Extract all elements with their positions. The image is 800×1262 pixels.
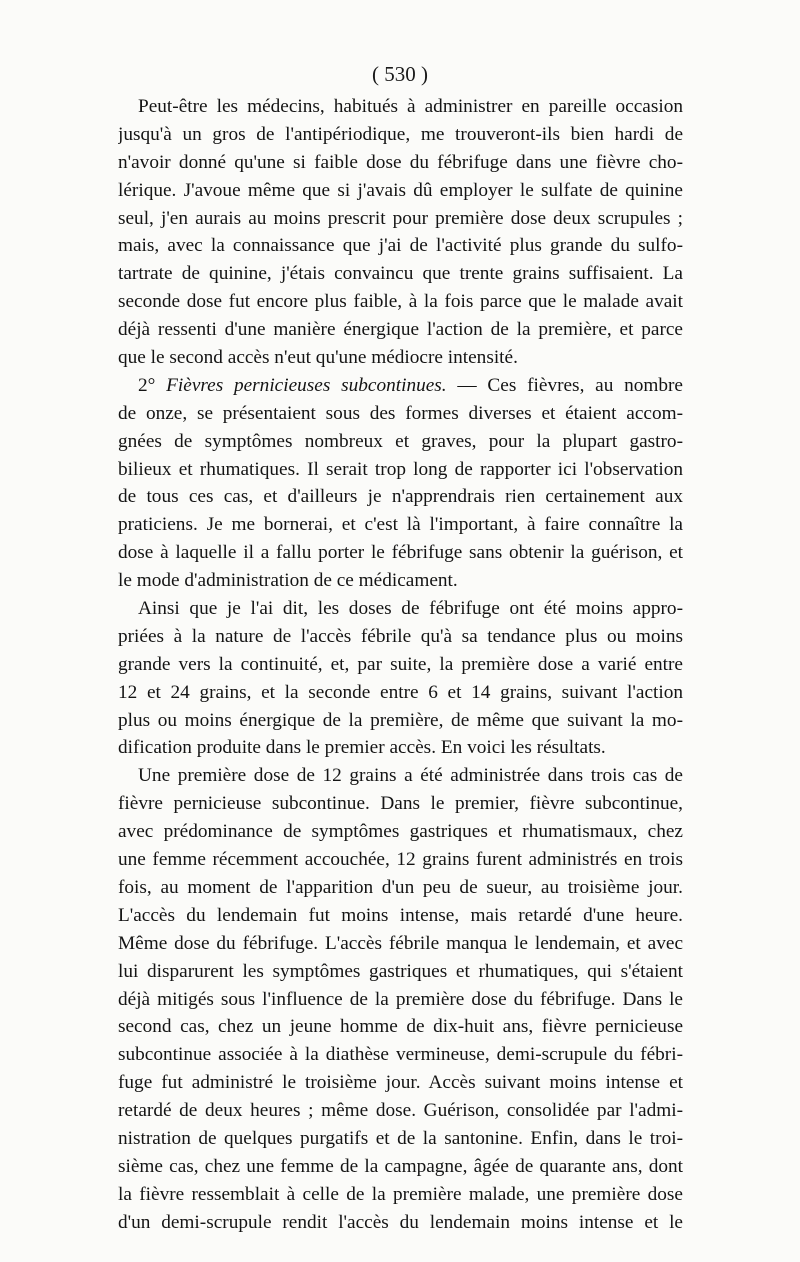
- paragraph-line: seul, j'en aurais au moins prescrit pour première dose deux scrupules ;: [118, 207, 683, 229]
- paragraph-line: tartrate de quinine, j'étais convaincu que trente grains suffisaient. La: [118, 263, 683, 285]
- paragraph-line: fuge fut administré le troisième jour. Accès suivant moins intense et: [118, 1072, 683, 1094]
- paragraph-line: d'un demi-scrupule rendit l'accès du lendemain moins intense et le: [118, 1211, 683, 1233]
- paragraph-line: fièvre pernicieuse subcontinue. Dans le premier, fièvre subcontinue,: [118, 793, 683, 815]
- paragraph-line: plus ou moins énergique de la première, de même que suivant la mo-: [118, 709, 683, 731]
- paragraph-line: gnées de symptômes nombreux et graves, pour la plupart gastro-: [118, 430, 683, 452]
- paragraph-line: fois, au moment de l'apparition d'un peu de sueur, au troisième jour.: [118, 876, 683, 898]
- section-heading-text: — Ces fièvres, au nombre: [457, 374, 683, 396]
- paragraph-line: nistration de quelques purgatifs et de la santonine. Enfin, dans le troi-: [118, 1127, 683, 1149]
- paragraph-line: second cas, chez un jeune homme de dix-huit ans, fièvre pernicieuse: [118, 1016, 683, 1038]
- paragraph-line: L'accès du lendemain fut moins intense, mais retardé d'une heure.: [118, 904, 683, 926]
- section-title: Fièvres pernicieuses subcontinues.: [166, 374, 447, 396]
- paragraph-line: que le second accès n'eut qu'une médiocre intensité.: [118, 347, 518, 369]
- paragraph-line: de tous ces cas, et d'ailleurs je n'apprendrais rien certainement aux: [118, 486, 683, 508]
- paragraph-line: subcontinue associée à la diathèse vermineuse, demi-scrupule du fébri-: [118, 1044, 683, 1066]
- paragraph-line: le mode d'administration de ce médicament.: [118, 570, 458, 592]
- paragraph-line: seconde dose fut encore plus faible, à la fois parce que le malade avait: [118, 291, 683, 313]
- page-number: ( 530 ): [372, 62, 428, 86]
- body-text: [118, 93, 683, 1237]
- paragraph-line: une femme récemment accouchée, 12 grains furent administrés en trois: [118, 849, 683, 871]
- paragraph-line: bilieux et rhumatiques. Il serait trop long de rapporter ici l'observation: [118, 458, 683, 480]
- section-heading-line: [118, 372, 683, 400]
- paragraph-line: lui disparurent les symptômes gastriques et rhumatiques, qui s'étaient: [118, 960, 683, 982]
- paragraph-line: de onze, se présentaient sous des formes diverses et étaient accom-: [118, 402, 683, 424]
- paragraph-line: déjà ressenti d'une manière énergique l'action de la première, et parce: [118, 319, 683, 341]
- paragraph-line: praticiens. Je me bornerai, et c'est là l'important, à faire connaître la: [118, 514, 683, 536]
- paragraph-line: 12 et 24 grains, et la seconde entre 6 et 14 grains, suivant l'action: [118, 681, 683, 703]
- paragraph-line: sième cas, chez une femme de la campagne, âgée de quarante ans, dont: [118, 1155, 683, 1177]
- paragraph-line: Une première dose de 12 grains a été administrée dans trois cas de: [138, 765, 683, 787]
- paragraph-line: avec prédominance de symptômes gastriques et rhumatismaux, chez: [118, 821, 683, 843]
- paragraph-line: la fièvre ressemblait à celle de la première malade, une première dose: [118, 1183, 683, 1205]
- paragraph-line: Même dose du fébrifuge. L'accès fébrile manqua le lendemain, et avec: [118, 932, 683, 954]
- paragraph-line: grande vers la continuité, et, par suite, la première dose a varié entre: [118, 653, 683, 675]
- paragraph-line: retardé de deux heures ; même dose. Guérison, consolidée par l'admi-: [118, 1100, 683, 1122]
- paragraph-line: mais, avec la connaissance que j'ai de l'activité plus grande du sulfo-: [118, 235, 683, 257]
- paragraph-line: déjà mitigés sous l'influence de la première dose du fébrifuge. Dans le: [118, 988, 683, 1010]
- paragraph-line: priées à la nature de l'accès fébrile qu'à sa tendance plus ou moins: [118, 625, 683, 647]
- paragraph-line: dification produite dans le premier accès. En voici les résultats.: [118, 737, 606, 759]
- paragraph-line: Ainsi que je l'ai dit, les doses de fébrifuge ont été moins appro-: [138, 598, 683, 620]
- paragraph-line: Peut-être les médecins, habitués à administrer en pareille occasion: [138, 96, 683, 117]
- paragraph-line: dose à laquelle il a fallu porter le fébrifuge sans obtenir la guérison, et: [118, 542, 683, 564]
- section-number: 2°: [138, 374, 156, 396]
- paragraph-line: n'avoir donné qu'une si faible dose du fébrifuge dans une fièvre cho-: [118, 151, 683, 173]
- paragraph-line: lérique. J'avoue même que si j'avais dû employer le sulfate de quinine: [118, 179, 683, 201]
- paragraph-line: jusqu'à un gros de l'antipériodique, me trouveront-ils bien hardi de: [118, 123, 683, 145]
